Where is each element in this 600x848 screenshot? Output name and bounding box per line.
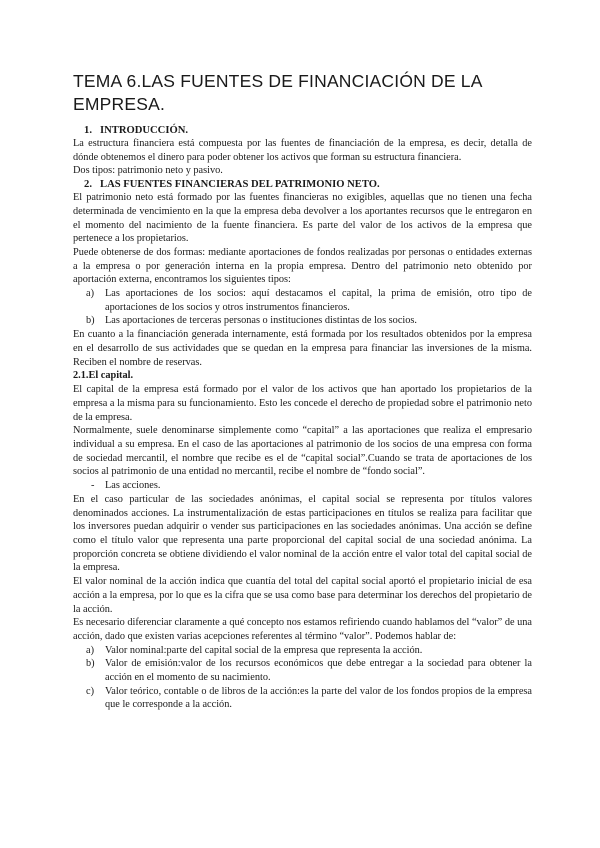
- section-number: 2.: [84, 179, 92, 191]
- section-title: INTRODUCCIÓN.: [100, 125, 188, 136]
- list-aportaciones: [73, 287, 532, 328]
- list-marker: b): [86, 315, 95, 327]
- paragraph-patrimonio-neto: El patrimonio neto está formado por las fuentes financieras no exigibles, aquellas que no tienen una fecha determinada de vencimiento en la que la empresa deba devolver a los aportantes recursos que le entregaron en el momento del nacimiento de la fuente financiera. Es parte del valor de los activos de la empresa que pertenece a los propietarios.: [73, 192, 532, 245]
- list-item-text: Valor nominal:parte del capital social de la empresa que representa la acción.: [105, 644, 423, 656]
- list-item: [73, 685, 532, 712]
- list-item-text: Las aportaciones de los socios: aquí destacamos el capital, la prima de emisión, otro tipo de aportaciones de los socios y otros instrumentos financieros.: [105, 288, 532, 313]
- list-item: [73, 479, 532, 493]
- section-heading-introduccion: [73, 124, 532, 137]
- list-marker: a): [86, 644, 94, 656]
- list-marker: -: [91, 480, 95, 492]
- paragraph-formas: Puede obtenerse de dos formas: mediante aportaciones de fondos realizadas por personas o entidades externas a la empresa o por generación interna en la propia empresa. Dentro del patrimonio neto obtenido por aportación externa, encontramos los siguientes tipos:: [73, 246, 532, 286]
- paragraph-acciones: En el caso particular de las sociedades anónimas, el capital social se representa por títulos valores denominados acciones. La instrumentalización de estas participaciones en títulos se realiza para facilitar que los inversores puedan adquirir o vender sus participaciones en las sociedades anónimas. Una acción se define como el título valor que representa una parte proporcional del capital social de una sociedad anónima. La proporción concreta se obtiene dividiendo el valor nominal de la acción entre el valor total del capital social de la empresa.: [73, 493, 532, 574]
- list-marker: b): [86, 658, 95, 670]
- list-item: [73, 314, 532, 328]
- list-item-text: Las acciones.: [105, 480, 161, 492]
- list-item: [73, 287, 532, 314]
- paragraph-capital: El capital de la empresa está formado por el valor de los activos que han aportado los propietarios de la empresa a la misma para su funcionamiento. Esto les concede el derecho de propiedad sobre el patrimonio neto de la empresa.: [73, 384, 532, 423]
- list-valores: [73, 644, 532, 713]
- list-item: [73, 644, 532, 658]
- paragraph-capital-social: Normalmente, suele denominarse simplemente como “capital” a las aportaciones que realiza el empresario individual a su empresa. En el caso de las aportaciones al patrimonio de los socios de una empresa con forma de sociedad mercantil, el nombre que recibe es el de “capital social”.Cuando se trata de aportaciones de los socios al patrimonio de una entidad no mercantil, recibe el nombre de “fondo social”.: [73, 425, 532, 478]
- list-item-text: Valor teórico, contable o de libros de la acción:es la parte del valor de los fondos propios de la empresa que le corresponde a la acción.: [105, 685, 532, 711]
- list-item: [73, 657, 532, 684]
- paragraph-financiacion-interna: En cuanto a la financiación generada internamente, está formada por los resultados obtenidos por la empresa en el desarrollo de sus actividades que se quedan en la empresa para financiar las inversiones de la misma. Reciben el nombre de reservas.: [73, 329, 532, 368]
- list-marker: c): [86, 685, 94, 697]
- paragraph-tipos: Dos tipos: patrimonio neto y pasivo.: [73, 165, 223, 177]
- paragraph-valor-nominal: El valor nominal de la acción indica que cuantía del total del capital social aportó el propietario inicial de esa acción a la empresa, por lo que es la cifra que se usa como base para determinar los derechos del propietario de la acción.: [73, 576, 532, 615]
- list-item-text: Valor de emisión:valor de los recursos económicos que debe entregar a la sociedad para obtener la acción en el momento de su nacimiento.: [105, 658, 532, 684]
- list-acciones: [73, 479, 532, 493]
- paragraph-intro: La estructura financiera está compuesta por las fuentes de financiación de la empresa, es decir, detalla de dónde obtenemos el dinero para poder obtener los activos que forman su estructura financiera.: [73, 138, 532, 163]
- subsection-heading-capital: 2.1.El capital.: [73, 370, 134, 382]
- list-marker: a): [86, 288, 94, 300]
- page-title: TEMA 6.LAS FUENTES DE FINANCIACIÓN DE LA EMPRESA.: [73, 71, 482, 114]
- section-number: 1.: [84, 125, 92, 136]
- list-item-text: Las aportaciones de terceras personas o instituciones distintas de los socios.: [105, 315, 417, 327]
- section-heading-patrimonio-neto: [73, 178, 532, 191]
- section-title: LAS FUENTES FINANCIERAS DEL PATRIMONIO NETO.: [100, 179, 380, 191]
- paragraph-valor-accion: Es necesario diferenciar claramente a qué concepto nos estamos refiriendo cuando hablamos del “valor” de una acción, dado que existen varias acepciones referentes al término “valor”. Podemos hablar de:: [73, 617, 532, 642]
